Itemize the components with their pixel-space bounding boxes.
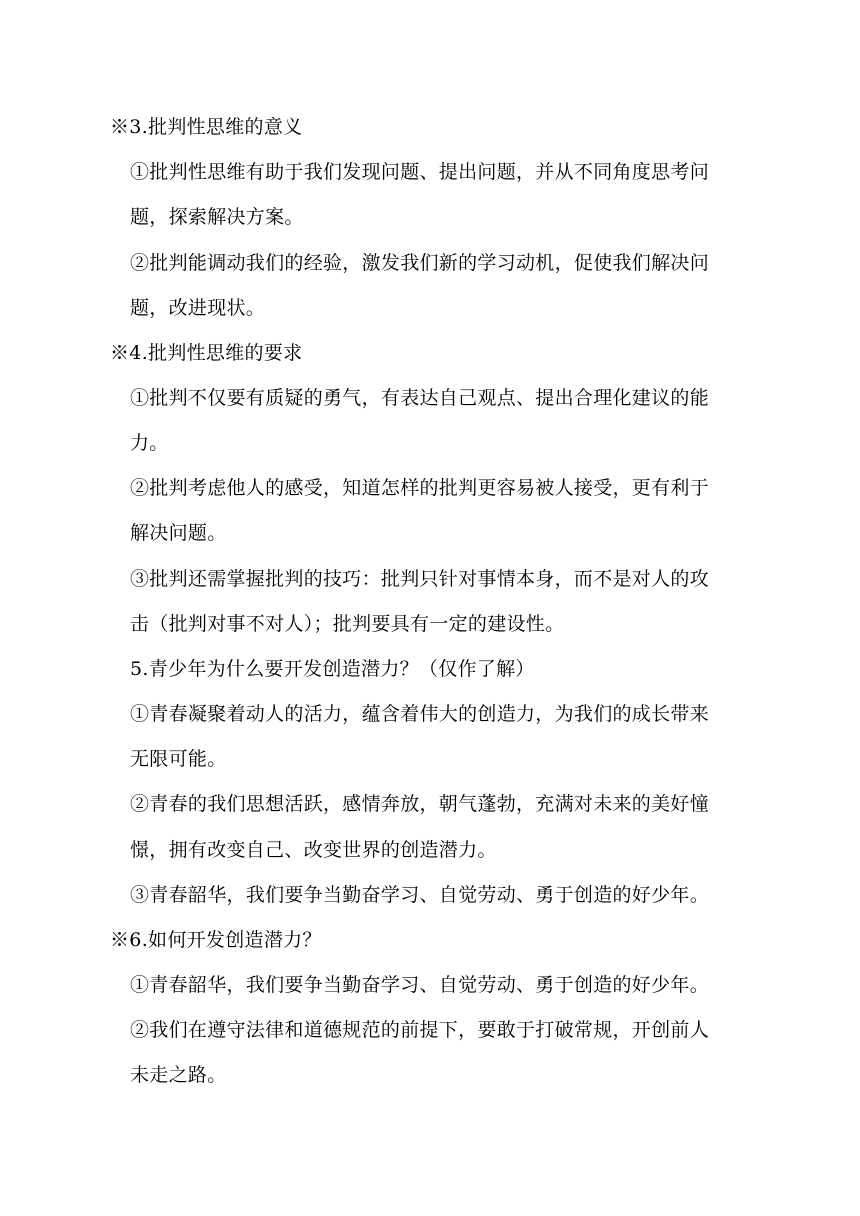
paragraph-line: ①青春韶华，我们要争当勤奋学习、自觉劳动、勇于创造的好少年。 — [130, 974, 710, 996]
paragraph-line: ③青春韶华，我们要争当勤奋学习、自觉劳动、勇于创造的好少年。 — [130, 884, 710, 906]
paragraph-line: 击（批判对事不对人）；批判要具有一定的建设性。 — [130, 613, 565, 635]
paragraph-line: 题，改进现状。 — [130, 297, 266, 319]
paragraph-line: ①批判不仅要有质疑的勇气，有表达自己观点、提出合理化建议的能 — [130, 387, 710, 409]
paragraph-line: ②我们在遵守法律和道德规范的前提下，要敢于打破常规，开创前人 — [130, 1019, 710, 1041]
paragraph-line: ③批判还需掌握批判的技巧：批判只针对事情本身，而不是对人的攻 — [130, 568, 710, 590]
section-6-heading: ※6.如何开发创造潜力？ — [110, 929, 322, 951]
paragraph-line: 未走之路。 — [130, 1064, 227, 1086]
paragraph-line: ②批判考虑他人的感受，知道怎样的批判更容易被人接受，更有利于 — [130, 477, 710, 499]
paragraph-line: 解决问题。 — [130, 522, 227, 544]
paragraph-line: 憬，拥有改变自己、改变世界的创造潜力。 — [130, 839, 497, 861]
paragraph-line: 题，探索解决方案。 — [130, 206, 304, 228]
section-5-heading: 5.青少年为什么要开发创造潜力？（仅作了解） — [130, 658, 535, 680]
paragraph-line: 无限可能。 — [130, 748, 227, 770]
paragraph-line: ①批判性思维有助于我们发现问题、提出问题，并从不同角度思考问 — [130, 161, 710, 183]
paragraph-line: 力。 — [130, 432, 169, 454]
paragraph-line: ②青春的我们思想活跃，感情奔放，朝气蓬勃，充满对未来的美好憧 — [130, 793, 710, 815]
paragraph-line: ①青春凝聚着动人的活力，蕴含着伟大的创造力，为我们的成长带来 — [130, 703, 710, 725]
section-4-heading: ※4.批判性思维的要求 — [110, 342, 303, 364]
section-3-heading: ※3.批判性思维的意义 — [110, 116, 303, 138]
paragraph-line: ②批判能调动我们的经验，激发我们新的学习动机，促使我们解决问 — [130, 252, 710, 274]
